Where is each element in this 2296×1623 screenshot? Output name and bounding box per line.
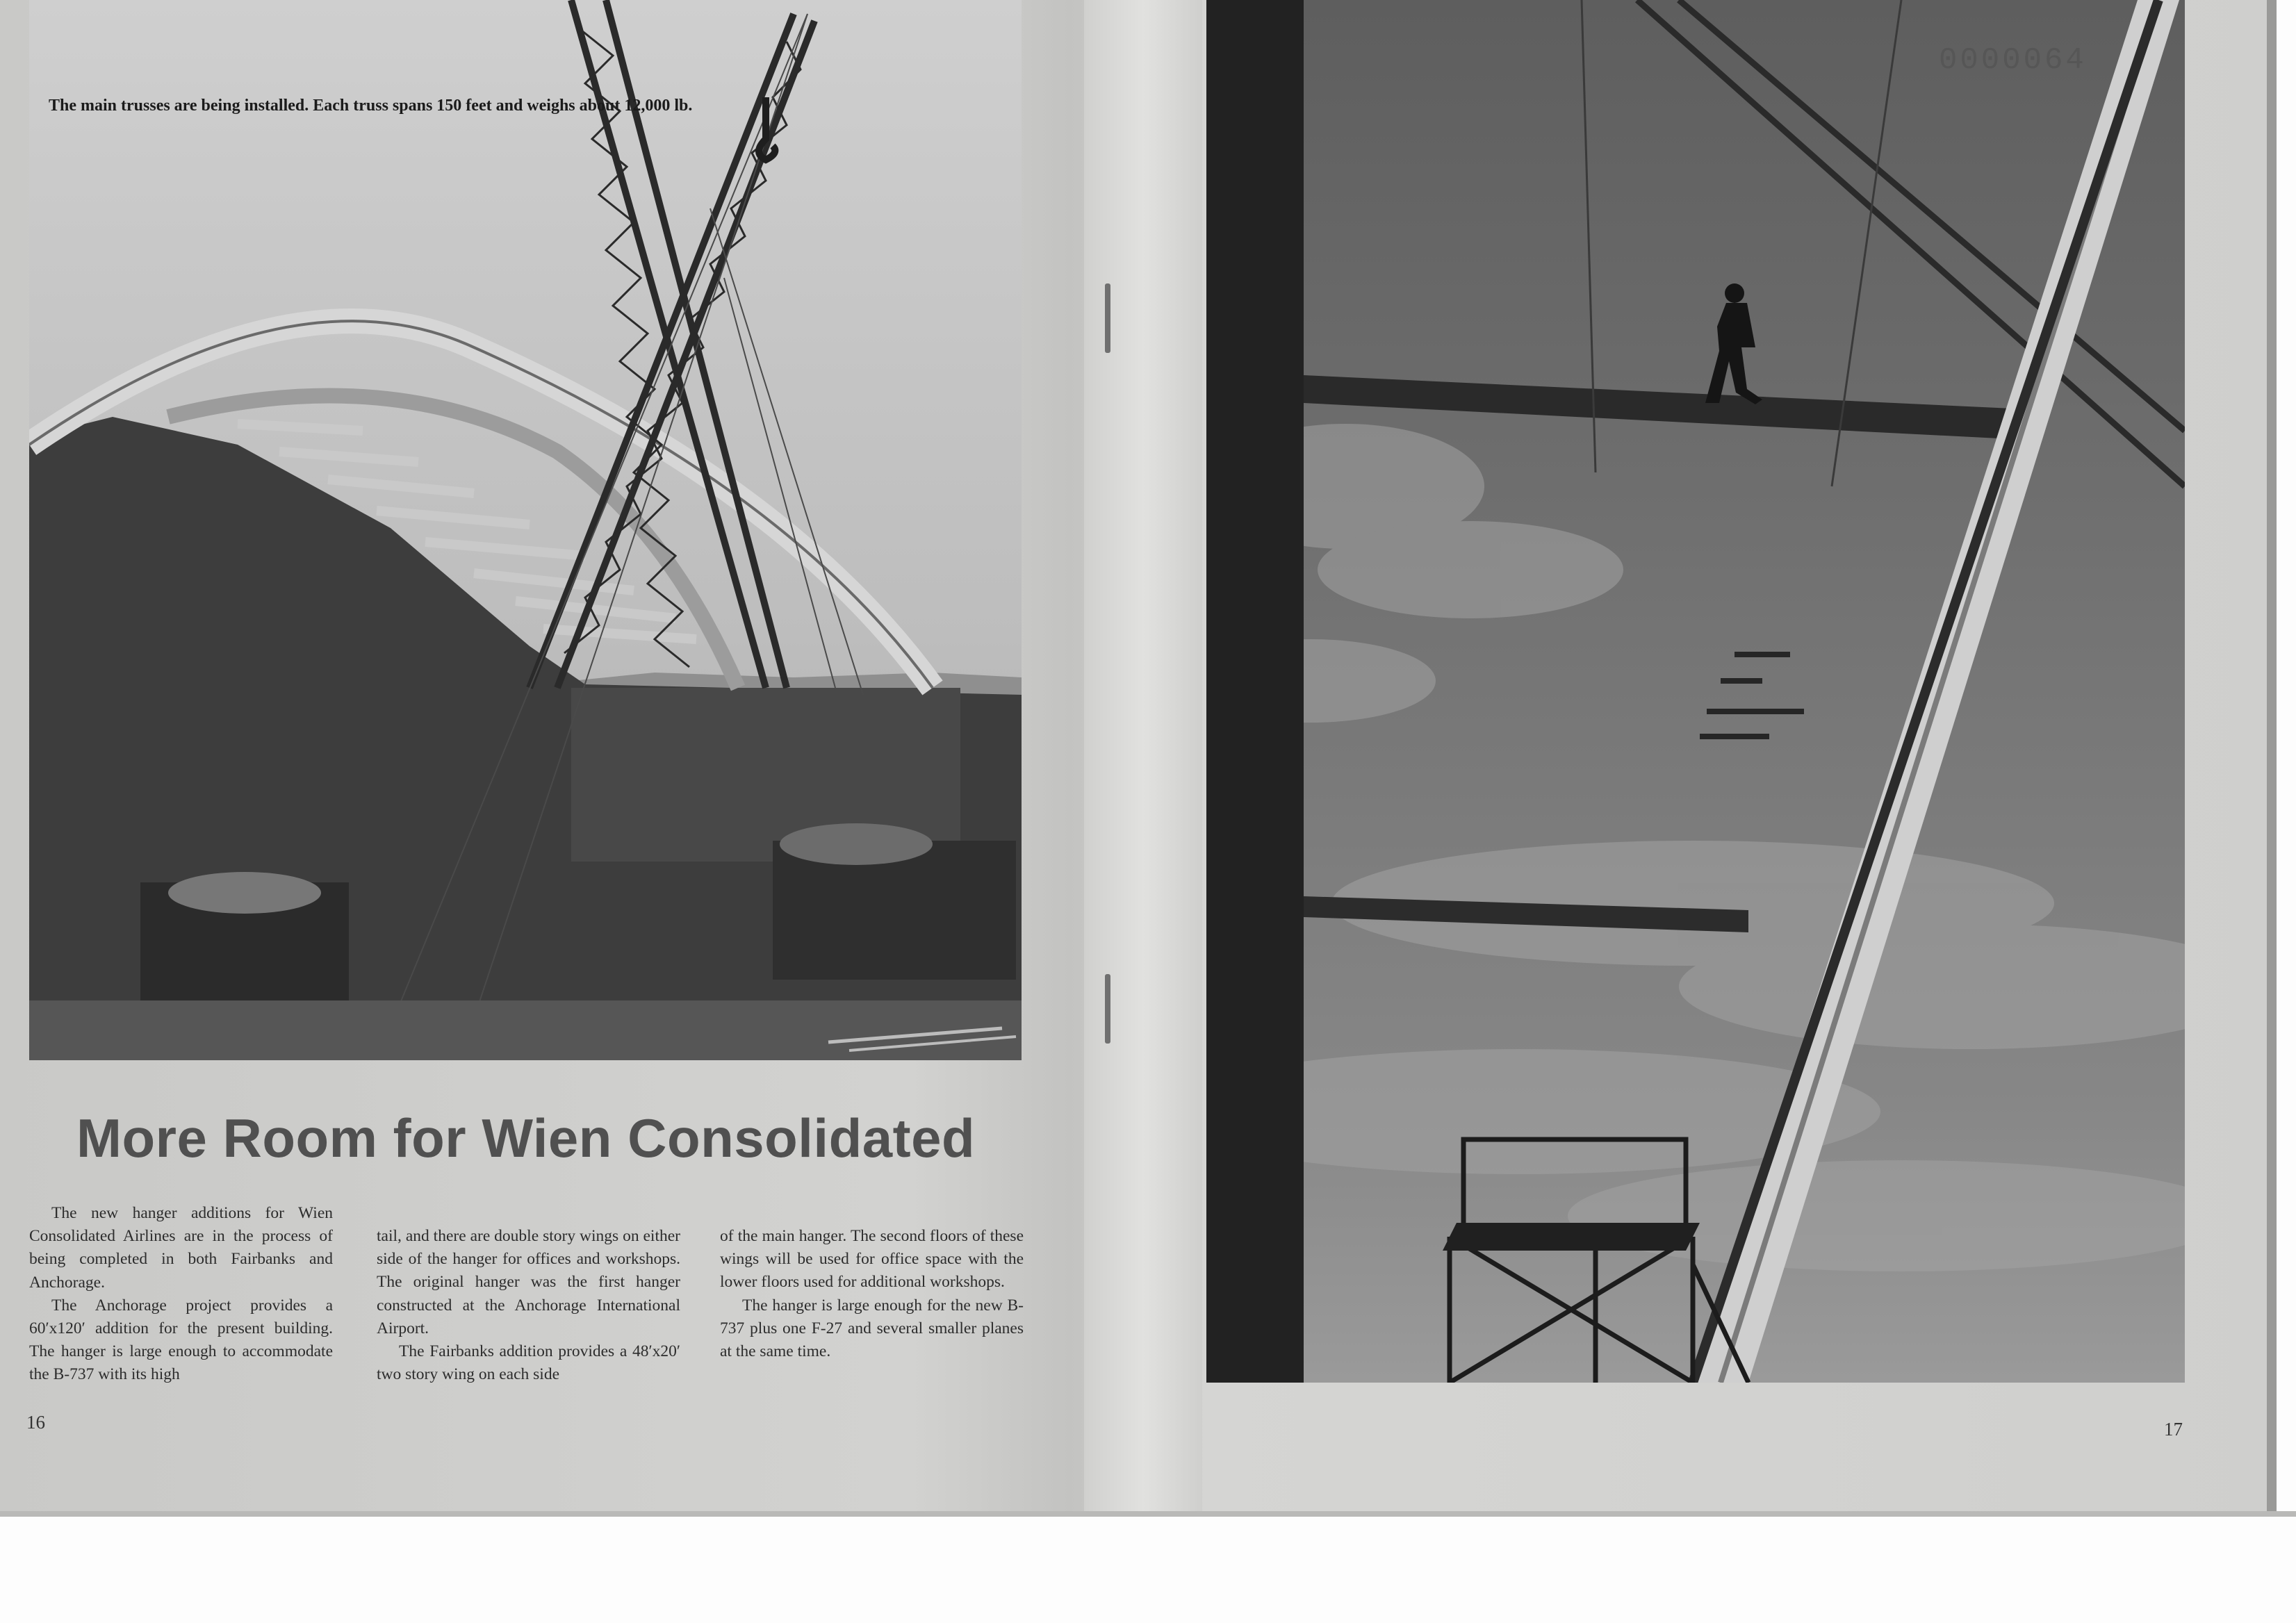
article-column-1 xyxy=(29,1202,333,1387)
serial-number: 0000064 xyxy=(1939,43,2087,78)
paragraph: The new hanger additions for Wien Consolidated Airlines are in the process of being completed in both Fairbanks and Anchorage. xyxy=(29,1204,333,1292)
page-gutter xyxy=(1084,0,1202,1511)
worker-on-beam-photo xyxy=(1206,0,2185,1383)
staple-bottom xyxy=(1105,974,1110,1044)
paragraph: The hanger is large enough for the new B-737 plus one F-27 and several smaller planes at the same time. xyxy=(720,1296,1024,1361)
paragraph: The Fairbanks addition provides a 48′x20′ two story wing on each side xyxy=(377,1342,680,1384)
article-headline: More Room for Wien Consolidated xyxy=(76,1107,976,1169)
hangar-truss-photo xyxy=(29,0,1022,1060)
page-number-right: 17 xyxy=(2164,1419,2183,1440)
staple-top xyxy=(1105,283,1110,353)
scan-bottom-edge xyxy=(0,1511,2296,1517)
article-column-3 xyxy=(720,1225,1024,1363)
paragraph: tail, and there are double story wings on either side of the hanger for offices and workshops. The original hanger was the first hanger constructed at the Anchorage International Airport. xyxy=(377,1227,680,1337)
paragraph: of the main hanger. The second floors of these wings will be used for office space with the lower floors used for additional workshops. xyxy=(720,1227,1024,1292)
paragraph: The Anchorage project provides a 60′x120′ addition for the present building. The hanger is large enough to accommodate the B-737 with its high xyxy=(29,1296,333,1384)
page-number-left: 16 xyxy=(26,1412,45,1433)
photo-caption: The main trusses are being installed. Each truss spans 150 feet and weighs about 12,000 lb. xyxy=(49,97,693,115)
scan-edge xyxy=(2267,0,2277,1511)
article-column-2 xyxy=(377,1225,680,1386)
